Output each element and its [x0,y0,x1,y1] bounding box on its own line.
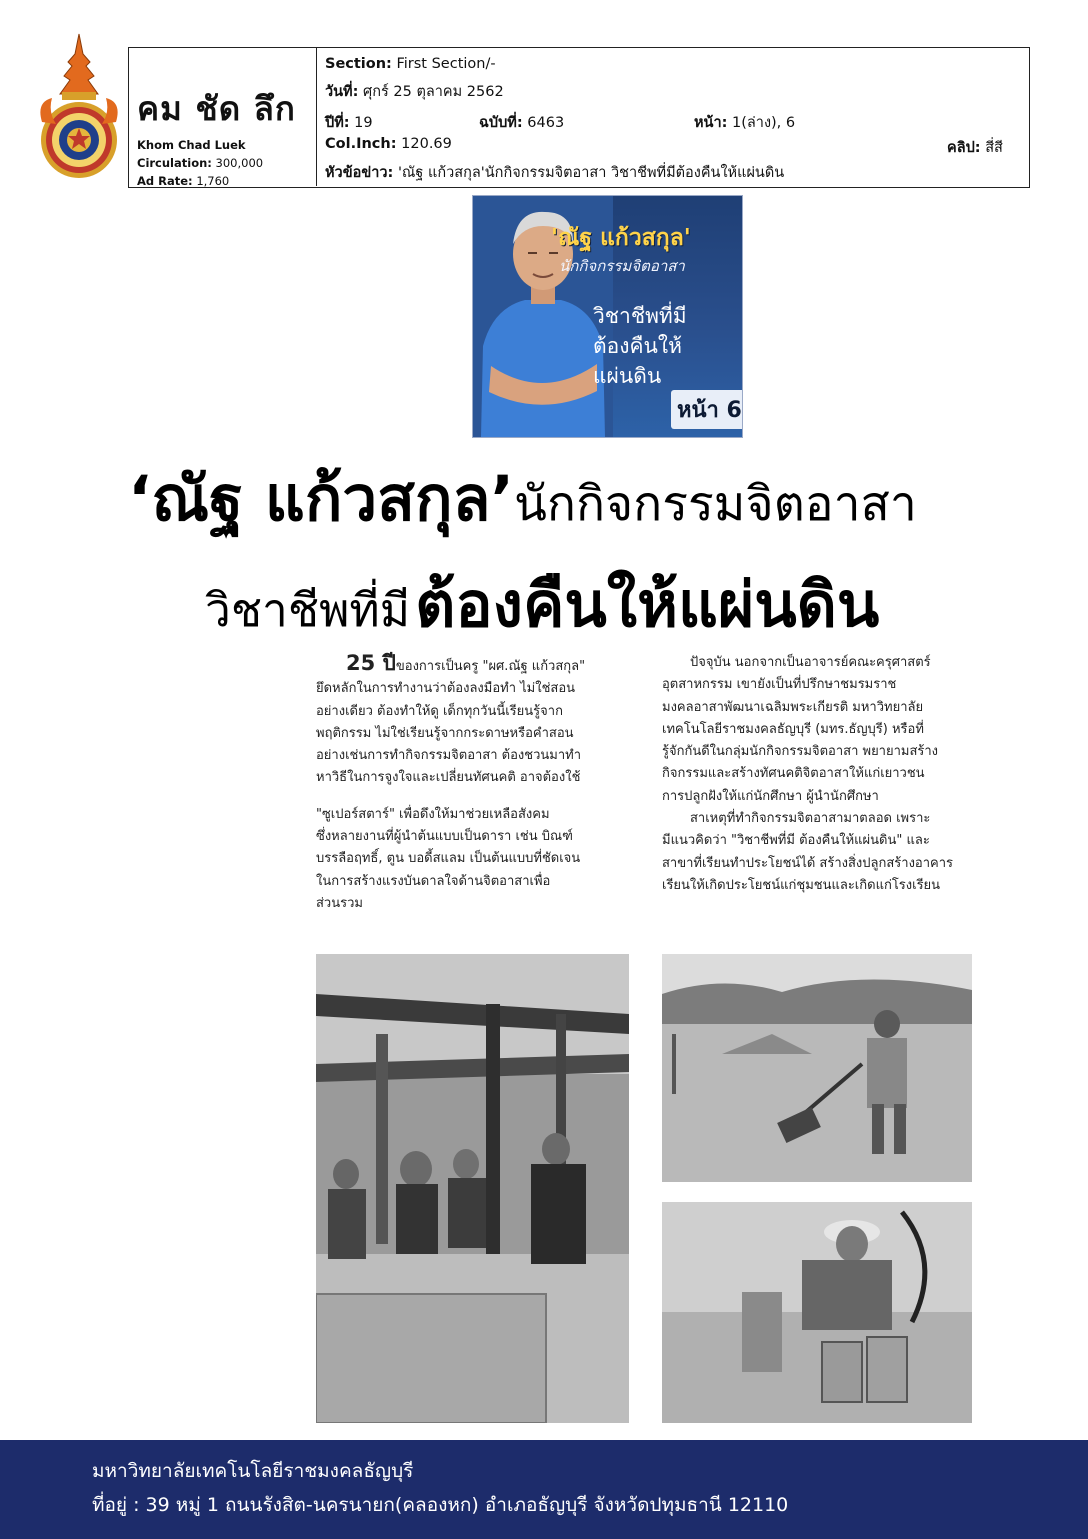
paragraph-line: ส่วนรวม [316,895,363,911]
paragraph-line: 25 ปีของการเป็นครู "ผศ.ณัฐ แก้วสกุล" [346,651,586,675]
clipping-header [128,47,1030,188]
teaser-line-3: แผ่นดิน [593,364,662,388]
paragraph-line: บรรลือฤทธิ์, ตูน บอดี้สแลม เป็นต้นแบบที่ชัดเจน [316,851,581,867]
teaser-name: 'ณัฐ แก้วสกุล' [551,225,691,251]
paragraph-line: สาเหตุที่ทำกิจกรรมจิตอาสามาตลอด เพราะ [690,811,931,827]
paragraph-line: ปัจจุบัน นอกจากเป็นอาจารย์คณะครุศาสตร์ [690,655,931,670]
clip-field: คลิป: สี่สี [947,140,1003,156]
paragraph-line: การปลูกฝังให้แก่นักศึกษา ผู้นำนักศึกษา [662,788,879,804]
headline-sub: วิชาชีพที่มี [205,583,411,637]
paragraph-line: เทคโนโลยีราชมงคลธัญบุรี (มทร.ธัญบุรี) หรือที่ [662,721,924,737]
lead-number: 25 ปี [346,651,396,675]
date-field: วันที่: ศุกร์ 25 ตุลาคม 2562 [325,84,504,100]
paragraph-line: อย่างเดียว ต้องทำให้ดู เด็กทุกวันนี้เรียนรู้จาก [316,703,563,719]
headline-line-2 [205,556,879,654]
paragraph-line: อย่างเช่นการทำกิจกรรมจิตอาสา ต้องชวนมาทำ [316,748,582,764]
page-field: หน้า: 1(ล่าง), 6 [694,115,796,131]
article-column-left [316,652,632,915]
paragraph-line: ในการสร้างแรงบันดาลใจด้านจิตอาสาเพื่อ [316,873,551,889]
paragraph-line: มีแนวคิดว่า "วิชาชีพที่มี ต้องคืนให้แผ่นดิน" และ [662,833,930,849]
footer-bar [0,1440,1088,1539]
paragraph-line: กิจกรรมและสร้างทัศนคติจิตอาสาให้แก่เยาวชน [662,766,925,782]
article-column-right [662,652,992,897]
footer-address: ที่อยู่ : 39 หมู่ 1 ถนนรังสิต-นครนายก(คลองหก) อำเภอธัญบุรี จังหวัดปทุมธานี 12110 [92,1494,789,1516]
newspaper-name: คม ชัด ลึก [137,89,296,128]
front-page-teaser [472,195,743,438]
paragraph-line: พฤติกรรม ไม่ใช่เรียนรู้จากกระดาษหรือคำสอน [316,725,574,741]
circulation: Circulation: 300,000 [137,156,264,170]
headline-emphasis: ต้องคืนให้แผ่นดิน [415,568,880,641]
paragraph-line: อุตสาหกรรม เขายังเป็นที่ปรึกษาชมรมราช [662,677,897,693]
teaser-line-1: วิชาชีพที่มี [593,304,687,328]
teaser-role: นักกิจกรรมจิตอาสา [559,257,685,275]
ad-rate: Ad Rate: 1,760 [137,174,230,188]
headline-name: ‘ณัฐ แก้วสกุล’ [128,462,515,535]
university-logo [38,32,120,182]
headline-line-1 [128,450,917,548]
issue-field: ฉบับที่: 6463 [479,115,565,131]
headline-role: นักกิจกรรมจิตอาสา [514,476,917,532]
paragraph-line: ซึ่งหลายงานที่ผู้นำต้นแบบเป็นดารา เช่น บิณฑ์ [316,829,573,845]
paragraph-line: หาวิธีในการจูงใจและเปลี่ยนทัศนคติ อาจต้องใช้ [316,770,581,786]
paragraph-line: สาขาที่เรียนทำประโยชน์ได้ สร้างสิ่งปลูกสร้างอาคาร [662,855,954,871]
teaser-line-2: ต้องคืนให้ [593,334,683,358]
field-work-photo [662,954,972,1182]
section-field: Section: First Section/- [325,56,496,72]
footer-university: มหาวิทยาลัยเทคโนโลยีราชมงคลธัญบุรี [92,1460,414,1482]
paragraph-line: มงคลอาสาพัฒนาเฉลิมพระเกียรติ มหาวิทยาลัย [662,699,924,715]
paragraph-line: รู้จักกันดีในกลุ่มนักกิจกรรมจิตอาสา พยายามสร้าง [662,744,939,760]
publication-box [129,48,317,186]
colinch-field: Col.Inch: 120.69 [325,136,452,152]
paragraph-line: เรียนให้เกิดประโยชน์แก่ชุมชนและเกิดแก่โรงเรียน [662,877,941,893]
block-making-photo [662,1202,972,1423]
newspaper-latin-name: Khom Chad Luek [137,138,246,152]
construction-photo-large [316,954,629,1423]
paragraph-line: ยึดหลักในการทำงานว่าต้องลงมือทำ ไม่ใช่สอน [316,681,576,697]
paragraph-line: "ซูเปอร์สตาร์" เพื่อดึงให้มาช่วยเหลือสังคม [316,806,550,822]
year-field: ปีที่: 19 [325,115,373,131]
headline-field: หัวข้อข่าว: 'ณัฐ แก้วสกุล'นักกิจกรรมจิตอาสา วิชาชีพที่มีต้องคืนให้แผ่นดิน [325,165,785,181]
teaser-page-ref: หน้า 6 [671,390,743,429]
